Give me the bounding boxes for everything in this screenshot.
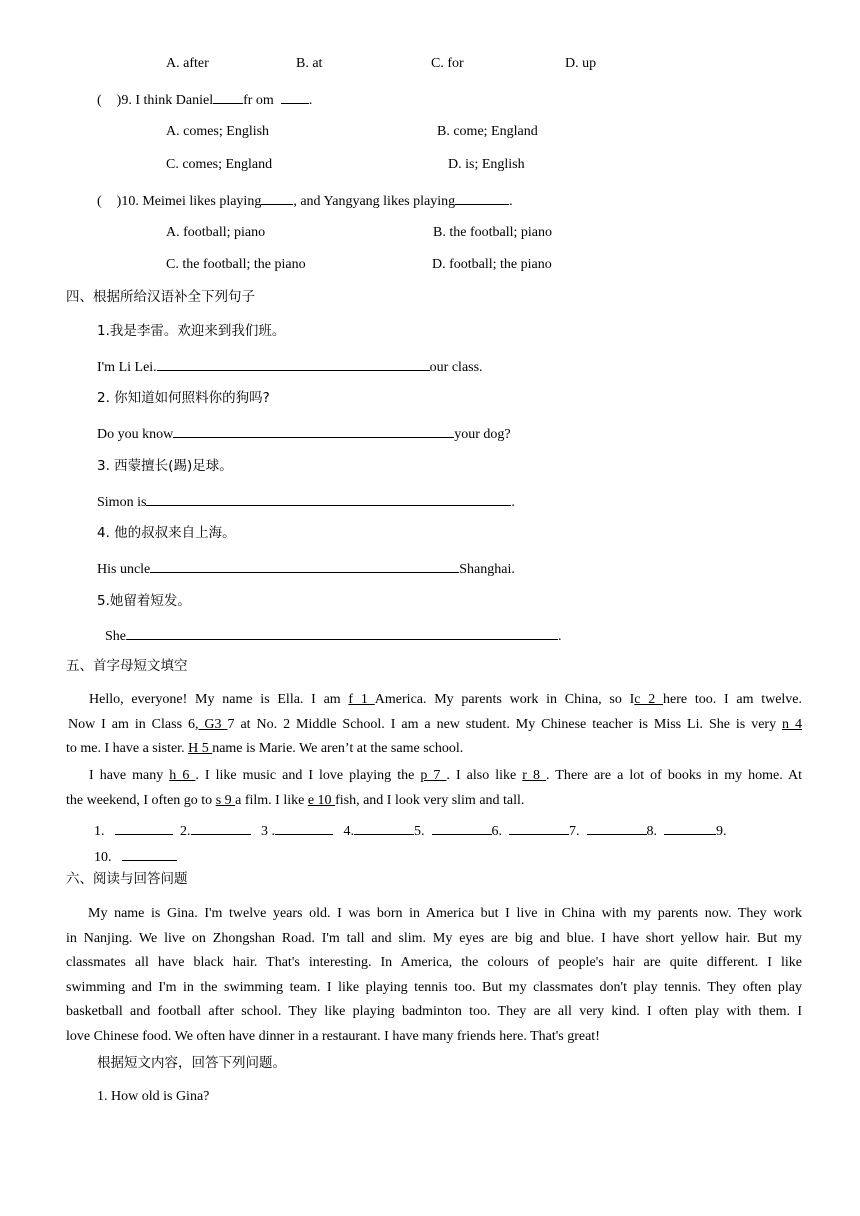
s4-item-2-english: [97, 423, 511, 444]
answer-label-4: 4.: [343, 824, 354, 839]
s5-blank-4[interactable]: n 4: [782, 716, 802, 732]
q8-option-a: A. after: [166, 56, 209, 71]
s6-passage: [66, 902, 802, 1049]
q10-stem: [97, 190, 513, 211]
q9-stem: [97, 89, 312, 110]
s5-p1-line-2: Now I am in Class 6, G3 7 at No. 2 Middle School. I am a new student. My Chinese teacher is Miss Li. She is very n 4: [68, 716, 802, 732]
q9-end: .: [308, 93, 313, 108]
q9-option-a: A. comes; English: [166, 124, 270, 139]
answer-label-7: 7.: [569, 824, 580, 839]
s5-blank-1[interactable]: f 1: [348, 692, 375, 707]
s6-line-3: classmates all have black hair. That's interesting. In America, the colours of people's hair are quite different. I like: [66, 955, 802, 970]
answer-blank-7[interactable]: [587, 820, 647, 835]
s4-item-1-prefix: I'm Li Lei.: [97, 360, 157, 375]
answer-blank-2[interactable]: [191, 820, 251, 835]
q10-blank-1[interactable]: [261, 190, 293, 205]
s4-item-5-blank[interactable]: [126, 625, 558, 640]
s5-p2-line-2: the weekend, I often go to s 9 a film. I like e 10 fish, and I look very slim and tall.: [66, 792, 525, 808]
s5-answer-row-2: [94, 846, 177, 867]
s5-answer-row-1: [94, 820, 727, 841]
answer-label-8: 8.: [646, 824, 657, 839]
q9-text: )9. I think Daniel: [116, 93, 214, 108]
q9-paren: (: [97, 93, 102, 108]
s6-line-5: basketball and football after school. They like playing badminton too. They are all very kind. I often play with them. I: [66, 1004, 802, 1019]
q9-option-b: B. come; England: [437, 124, 538, 139]
q9-blank-2[interactable]: [281, 89, 309, 104]
q9-option-d: D. is; English: [448, 157, 525, 172]
q10-option-d: D. football; the piano: [432, 257, 552, 272]
answer-label-1: 1.: [94, 824, 105, 839]
answer-blank-6[interactable]: [509, 820, 569, 835]
answer-label-3: 3 .: [261, 824, 275, 839]
s6-line-4: swimming and I'm in the swimming team. I like playing tennis too. But my classmates don't play tennis. They often play: [66, 979, 802, 995]
s4-item-3-blank[interactable]: [146, 491, 511, 506]
q10-end: .: [509, 194, 513, 209]
s5-blank-9[interactable]: s 9: [215, 792, 236, 808]
answer-blank-1[interactable]: [115, 820, 173, 835]
s4-item-3-english: [97, 491, 515, 512]
s4-item-1-suffix: our class.: [429, 360, 483, 375]
answer-label-9: 9.: [716, 824, 727, 839]
s4-item-5-prefix: She: [105, 629, 126, 644]
s4-item-5-chinese: 5.她留着短发。: [97, 593, 191, 609]
section-4-heading: 四、根据所给汉语补全下列句子: [66, 289, 255, 305]
answer-blank-8[interactable]: [664, 820, 716, 835]
s5-p2-line-1: I have many h 6 . I like music and I love playing the p 7 . I also like r 8 . There are a lot of books in my home. At: [89, 768, 803, 783]
answer-blank-5[interactable]: [432, 820, 492, 835]
s5-paragraph-2: [66, 764, 802, 813]
s4-item-3-prefix: Simon is: [97, 495, 147, 510]
q9-option-c: C. comes; England: [166, 157, 273, 172]
s5-blank-5[interactable]: H 5: [188, 741, 213, 756]
answer-label-2: 2.: [180, 824, 191, 839]
s4-item-4-blank[interactable]: [150, 558, 459, 573]
section-5-heading: 五、首字母短文填空: [66, 658, 188, 674]
q10-paren: (: [97, 194, 102, 209]
s4-item-4-chinese: 4. 他的叔叔来自上海。: [97, 525, 236, 541]
s4-item-1-english: [97, 356, 483, 377]
answer-blank-10[interactable]: [122, 846, 177, 861]
s5-blank-10[interactable]: e 10: [307, 792, 336, 808]
s5-blank-3[interactable]: G3: [198, 716, 228, 732]
s4-item-2-blank[interactable]: [173, 423, 454, 438]
q10-option-c: C. the football; the piano: [166, 257, 306, 272]
s6-line-1: My name is Gina. I'm twelve years old. I was born in America but I live in China with my parents now. They work: [88, 906, 802, 921]
s4-item-3-suffix: .: [511, 495, 515, 510]
s4-item-4-prefix: His uncle: [97, 562, 151, 577]
s6-line-2: in Nanjing. We live on Zhongshan Road. I'm tall and slim. My eyes are big and blue. I have short yellow hair. But my: [66, 930, 802, 946]
s5-blank-7[interactable]: p 7: [420, 768, 447, 783]
q10-option-a: A. football; piano: [166, 225, 266, 240]
answer-label-10: 10.: [94, 850, 112, 865]
q10-option-b: B. the football; piano: [433, 225, 552, 240]
s4-item-5-english: [105, 625, 562, 646]
q8-option-d: D. up: [565, 56, 597, 71]
s4-item-4-english: [97, 558, 515, 579]
s4-item-4-suffix: Shanghai.: [459, 562, 515, 577]
s4-item-2-chinese: 2. 你知道如何照料你的狗吗?: [97, 390, 270, 406]
q10-blank-2[interactable]: [455, 190, 509, 205]
section-6-heading: 六、阅读与回答问题: [66, 871, 188, 887]
s4-item-1-blank[interactable]: [157, 356, 430, 371]
s5-p1-line-1: Hello, everyone! My name is Ella. I am f 1 America. My parents work in China, so Ic 2 here too. I am twelve.: [89, 692, 803, 707]
answer-label-6: 6.: [491, 824, 502, 839]
s4-item-3-chinese: 3. 西蒙擅长(踢)足球。: [97, 458, 233, 474]
q8-option-b: B. at: [296, 56, 323, 71]
answer-label-5: 5.: [414, 824, 425, 839]
s6-question-1: 1. How old is Gina?: [97, 1089, 210, 1104]
q8-option-c: C. for: [431, 56, 464, 71]
q9-blank-1[interactable]: [213, 89, 243, 104]
q10-text-a: )10. Meimei likes playing: [116, 194, 262, 209]
answer-blank-3[interactable]: [275, 820, 333, 835]
s5-p1-line-3: to me. I have a sister. H 5 name is Marie. We aren’t at the same school.: [66, 741, 464, 756]
s6-line-6: love Chinese food. We often have dinner in a restaurant. I have many friends here. That's great!: [66, 1028, 600, 1044]
s5-blank-2[interactable]: c 2: [634, 692, 663, 707]
s5-blank-6[interactable]: h 6: [169, 768, 196, 783]
s4-item-1-chinese: 1.我是李雷。欢迎来到我们班。: [97, 323, 286, 339]
s5-blank-8[interactable]: r 8: [522, 768, 546, 783]
s5-paragraph-1: [66, 688, 802, 762]
s4-item-2-prefix: Do you know: [97, 427, 174, 442]
s6-instruction: 根据短文内容，回答下列问题。: [97, 1055, 286, 1071]
answer-blank-4[interactable]: [354, 820, 414, 835]
q9-mid: fr om: [243, 93, 274, 108]
q10-text-b: , and Yangyang likes playing: [293, 194, 456, 209]
s4-item-5-suffix: .: [558, 629, 562, 644]
s4-item-2-suffix: your dog?: [454, 427, 511, 442]
